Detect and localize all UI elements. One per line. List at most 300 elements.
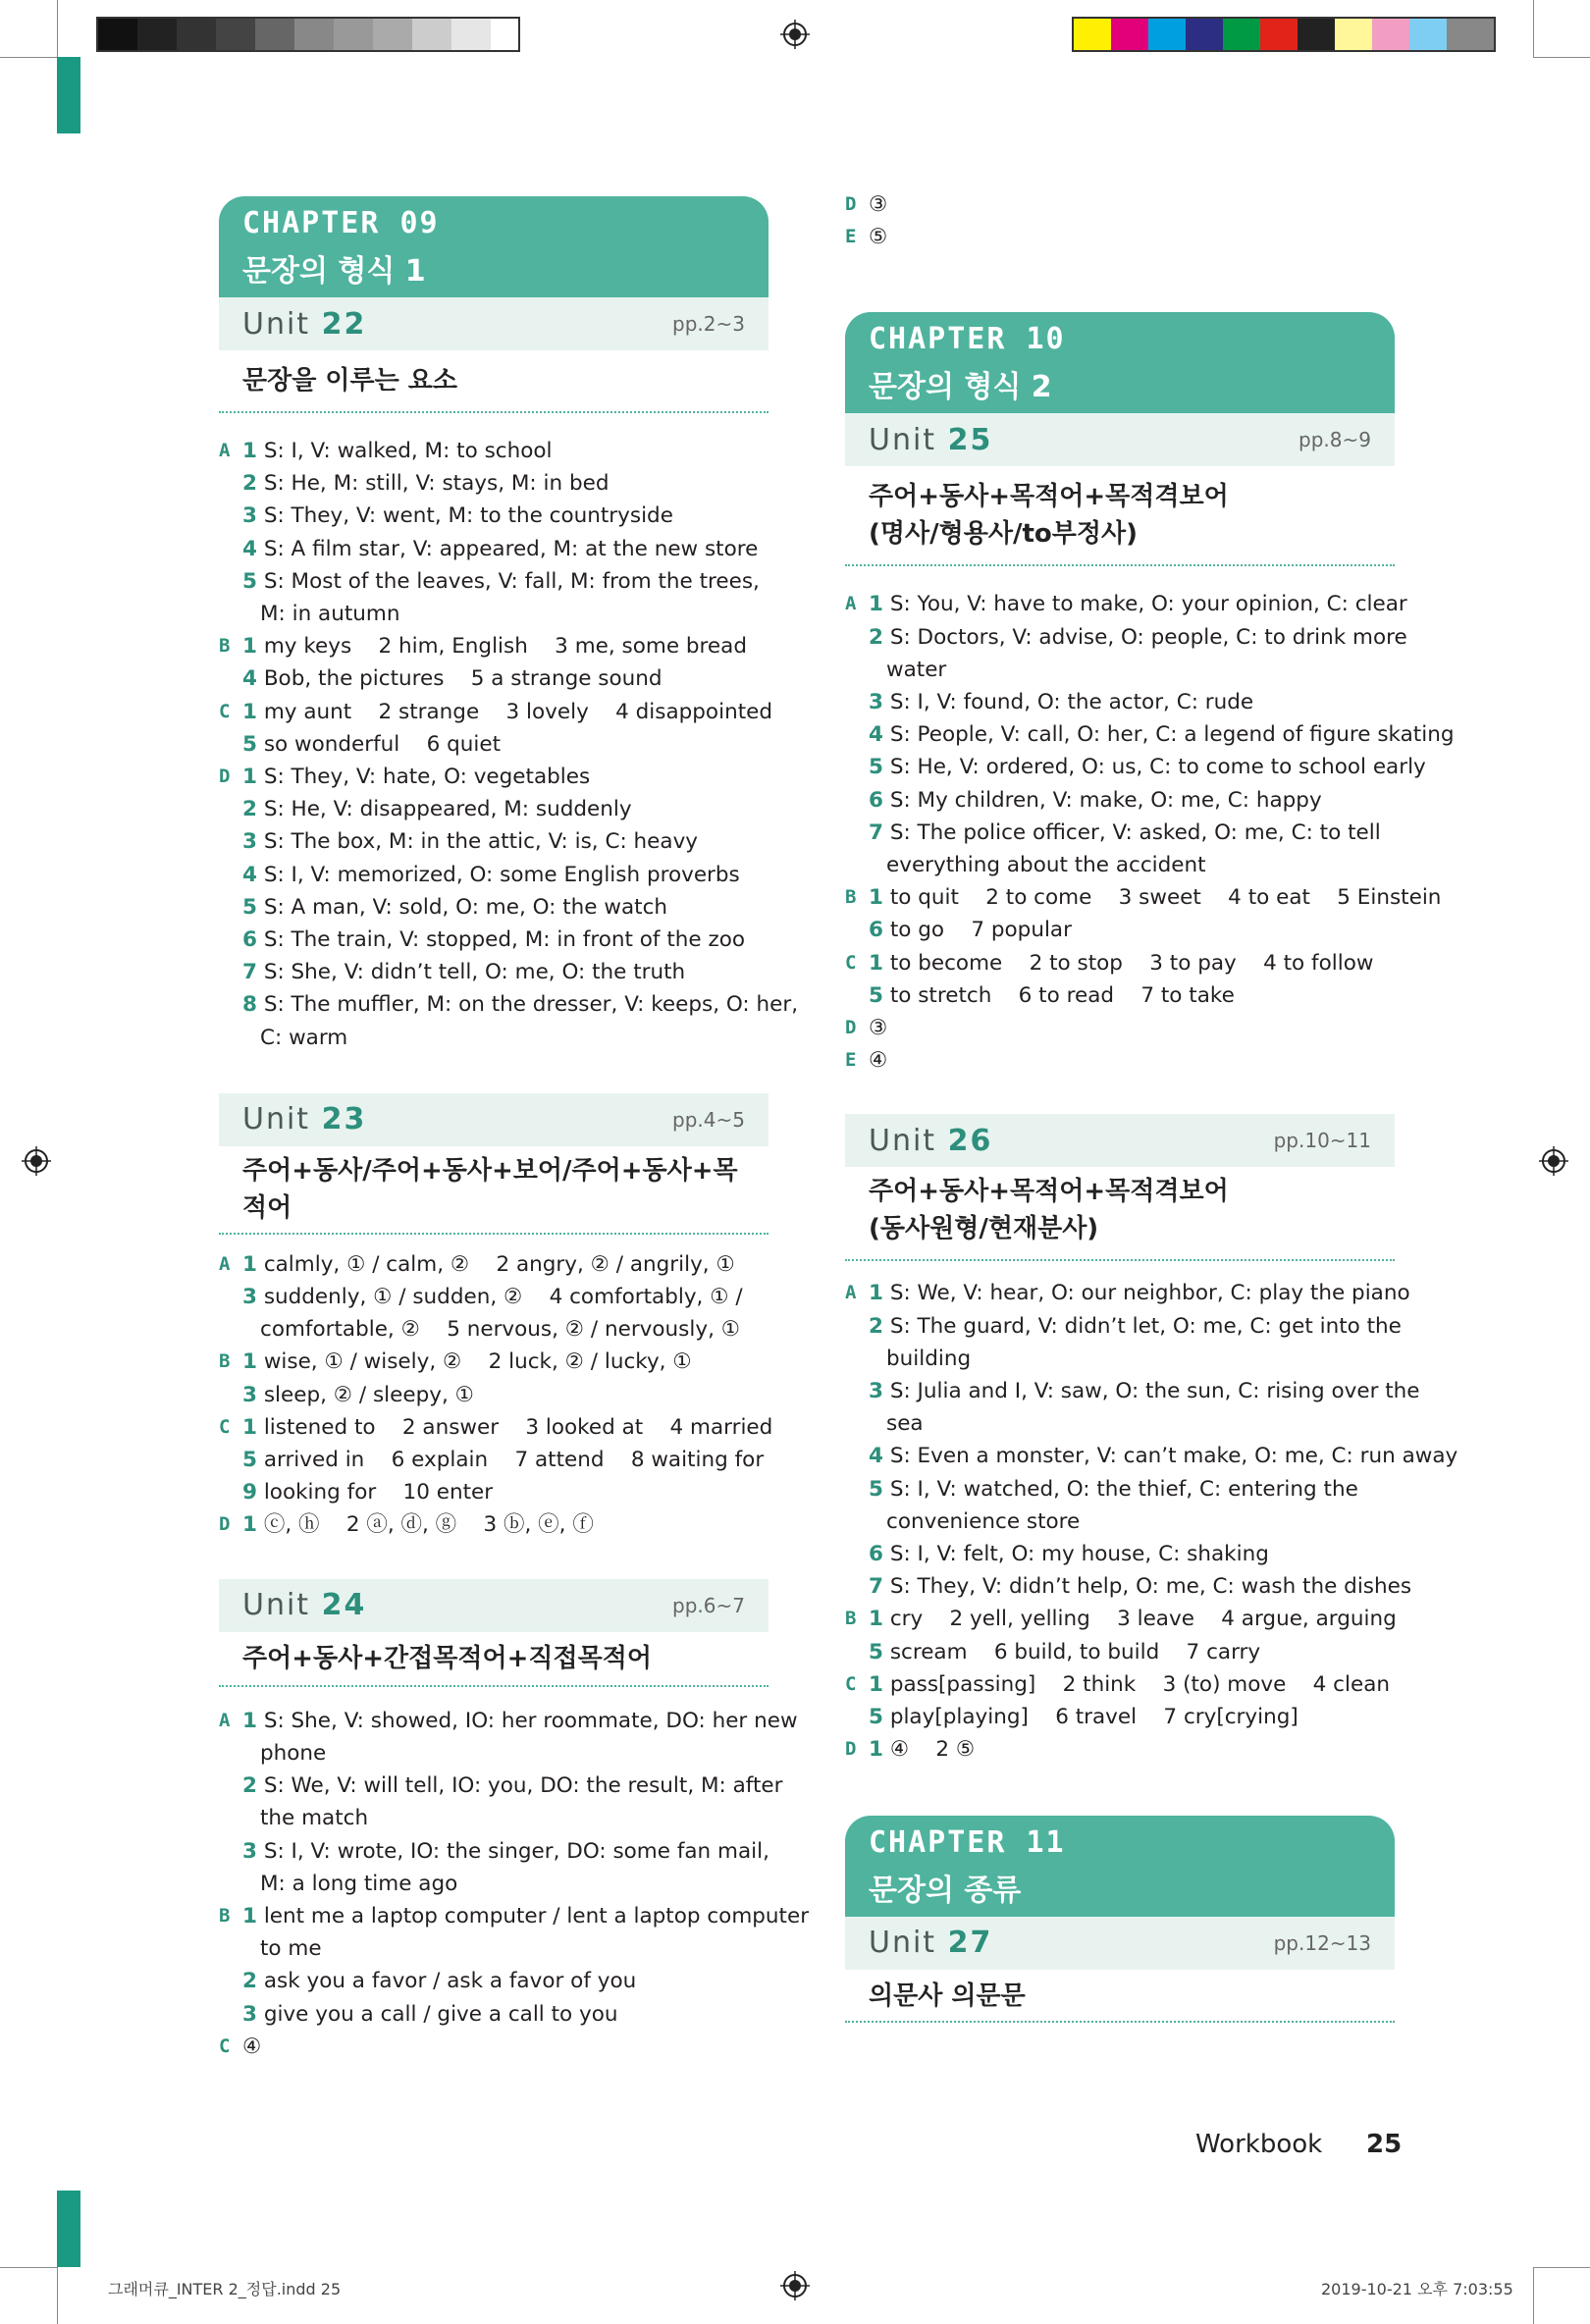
answer-body [219, 859, 768, 891]
answer-body [845, 1505, 1395, 1538]
answer-line [845, 881, 1442, 914]
answer-text: suddenly, ① / sudden, ② 4 comfortably, ① / [263, 1285, 743, 1310]
grayscale-bar [96, 17, 520, 52]
unit-label: Unit 23 [242, 1102, 367, 1137]
item-number: 6 [869, 918, 883, 943]
item-number: 7 [869, 819, 883, 845]
answer-text: water [886, 657, 947, 682]
answer-body [845, 221, 1395, 253]
answer-body [219, 1476, 768, 1508]
answer-body [219, 1802, 768, 1834]
answer-body [845, 751, 1426, 783]
item-number: 3 [242, 1382, 257, 1407]
item-number: 1 [242, 1414, 257, 1440]
right-column [845, 188, 1458, 2023]
answer-body [845, 1343, 1395, 1375]
answer-line [845, 221, 1395, 253]
answer-body [845, 1473, 1395, 1505]
answer-line [845, 751, 1426, 783]
answer-text: so wonderful 6 quiet [263, 731, 502, 757]
answer-text: S: She, V: didn’t tell, O: me, O: the truth [263, 960, 686, 985]
chapter-10-header [845, 312, 1395, 413]
answer-body [219, 891, 768, 924]
unit-pages: pp.8~9 [1298, 428, 1371, 452]
answer-line [845, 1668, 1395, 1701]
item-number: 1 [242, 1903, 257, 1928]
answer-line [845, 1636, 1395, 1668]
item-number: 5 [242, 731, 257, 757]
answer-body [219, 761, 768, 793]
answer-body [845, 1733, 1395, 1766]
answer-body [845, 686, 1395, 718]
section-letter: B [219, 1350, 231, 1373]
answer-body [845, 1701, 1395, 1733]
answer-text: S: We, V: hear, O: our neighbor, C: play the piano [889, 1281, 1410, 1306]
answer-body [219, 662, 768, 695]
answer-body [845, 979, 1395, 1012]
item-number: 4 [242, 666, 257, 692]
answer-text: pass[passing] 2 think 3 (to) move 4 clean [889, 1671, 1391, 1697]
answer-line [845, 1343, 1395, 1375]
answer-body [845, 1636, 1395, 1668]
unit-pages: pp.6~7 [672, 1593, 745, 1617]
unit-25-answers [845, 588, 1455, 1077]
side-tab-bottom [57, 2191, 80, 2267]
crop-mark [0, 57, 57, 58]
answer-line [845, 784, 1395, 817]
unit-22-bar [219, 297, 768, 350]
item-number: 4 [242, 536, 257, 561]
answer-body [219, 1346, 768, 1378]
answer-text: S: Julia and I, V: saw, O: the sun, C: rising over the [889, 1379, 1420, 1404]
answer-body [219, 1444, 768, 1476]
answer-body [219, 630, 768, 662]
answer-text: ③ [869, 192, 888, 217]
answer-line [219, 728, 768, 761]
item-number: 2 [242, 471, 257, 497]
section-letter: A [219, 440, 231, 461]
answer-line [219, 1769, 783, 1802]
crop-mark [1533, 0, 1534, 57]
item-number: 5 [869, 982, 883, 1008]
answer-body [219, 793, 768, 825]
unit-title: 주어+동사/주어+동사+보어/주어+동사+목적어 [219, 1146, 768, 1235]
item-number: 3 [242, 1838, 257, 1864]
answer-text: S: I, V: found, O: the actor, C: rude [889, 690, 1254, 715]
answer-text: arrived in 6 explain 7 attend 8 waiting for [263, 1448, 765, 1473]
item-number: 8 [242, 992, 257, 1018]
answer-text: ④ [869, 1048, 888, 1074]
answer-body [845, 1277, 1410, 1309]
answer-text: convenience store [886, 1508, 1081, 1534]
answer-body [219, 500, 768, 532]
item-number: 6 [869, 787, 883, 813]
answer-body [219, 1022, 768, 1054]
chapter-title: 문장의 형식 1 [242, 254, 426, 289]
answer-text: S: We, V: will tell, IO: you, DO: the result, M: after [263, 1773, 783, 1799]
answer-body [845, 588, 1407, 620]
section-letter: D [845, 193, 857, 215]
answer-line [845, 947, 1395, 979]
answer-text: building [886, 1346, 972, 1371]
answer-text: S: The train, V: stopped, M: in front of the zoo [263, 927, 746, 953]
answer-line [845, 914, 1395, 946]
answer-text: give you a call / give a call to you [263, 2001, 618, 2027]
item-number: 9 [242, 1480, 257, 1505]
item-number: 1 [242, 765, 257, 790]
answer-text: wise, ① / wisely, ② 2 luck, ② / lucky, ① [263, 1349, 692, 1375]
answer-text: ask you a favor / ask a favor of you [263, 1969, 637, 1994]
answer-text: S: A film star, V: appeared, M: at the new store [263, 536, 759, 561]
answer-text: to me [260, 1936, 322, 1962]
answer-line [219, 533, 768, 565]
answer-line [219, 662, 768, 695]
crop-mark [57, 0, 58, 57]
answer-line [219, 435, 768, 467]
unit-26-bar [845, 1114, 1395, 1167]
answer-line [845, 1440, 1458, 1472]
answer-text: S: Doctors, V: advise, O: people, C: to drink more [889, 624, 1407, 650]
item-number: 5 [242, 1448, 257, 1473]
answer-text: S: He, M: still, V: stays, M: in bed [263, 471, 610, 497]
answer-line [219, 1900, 810, 1932]
section-letter: B [219, 1904, 231, 1927]
unit-title [845, 466, 1395, 566]
answer-text: S: He, V: disappeared, M: suddenly [263, 797, 632, 822]
answer-line [219, 1281, 768, 1313]
item-number: 5 [869, 1705, 883, 1730]
answer-body [845, 1044, 1395, 1077]
unit-pages: pp.12~13 [1273, 1930, 1371, 1955]
section-letter: B [219, 635, 231, 658]
unit-title-line: 주어+동사+목적어+목적격보어 [869, 482, 1229, 512]
registration-mark-bottom-icon [780, 2271, 810, 2300]
side-tab-top [57, 57, 80, 133]
answer-text: ③ [869, 1016, 888, 1041]
answer-text: looking for 10 enter [263, 1480, 494, 1505]
answer-body [845, 1012, 1395, 1044]
answer-body [845, 1668, 1395, 1701]
answer-line [845, 1538, 1395, 1570]
answer-text: my keys 2 him, English 3 me, some bread [263, 634, 747, 660]
chapter-number: CHAPTER 10 [869, 322, 1066, 357]
answer-text: S: He, V: ordered, O: us, C: to come to school early [889, 755, 1426, 780]
answer-body [219, 1379, 768, 1411]
answer-line [845, 1407, 1395, 1440]
answer-line [219, 825, 768, 858]
chapter-title: 문장의 형식 2 [869, 370, 1052, 405]
answer-line [219, 1835, 768, 1868]
registration-mark-right-icon [1539, 1146, 1568, 1176]
section-letter: E [845, 226, 857, 248]
item-number: 2 [869, 624, 883, 650]
item-number: 1 [242, 634, 257, 660]
item-number: 5 [869, 755, 883, 780]
answer-line [845, 1570, 1412, 1603]
unit-26-answers [845, 1277, 1458, 1766]
unit-label: Unit 22 [242, 306, 367, 342]
answer-line [845, 979, 1395, 1012]
answer-body [219, 825, 768, 858]
item-number: 1 [869, 1671, 883, 1697]
section-letter: A [219, 1252, 231, 1275]
answer-text: S: Most of the leaves, V: fall, M: from the trees, [263, 568, 760, 594]
answer-line [219, 1998, 768, 2031]
answer-text: ④ 2 ⑤ [889, 1737, 976, 1763]
answer-body [845, 1310, 1402, 1343]
unit-23-answers [219, 1248, 773, 1542]
item-number: 7 [869, 1574, 883, 1600]
item-number: 5 [869, 1476, 883, 1502]
answer-line [845, 1375, 1420, 1407]
answer-line [219, 891, 768, 924]
answer-text: ⑤ [869, 225, 888, 250]
item-number: 1 [242, 699, 257, 724]
answer-body [219, 1248, 768, 1281]
item-number: 5 [869, 1639, 883, 1664]
item-number: 3 [242, 829, 257, 855]
answer-body [219, 956, 768, 988]
section-letter: E [845, 1049, 857, 1072]
answer-body [219, 1932, 768, 1965]
item-number: 1 [242, 1708, 257, 1733]
unit-title: 의문사 의문문 [845, 1970, 1395, 2023]
answer-line [219, 1444, 768, 1476]
crop-mark [1533, 2267, 1534, 2324]
page-number: 25 [1366, 2130, 1403, 2159]
crop-mark [1533, 2267, 1590, 2268]
answer-text: S: The box, M: in the attic, V: is, C: heavy [263, 829, 699, 855]
item-number: 2 [869, 1313, 883, 1339]
item-number: 6 [242, 927, 257, 953]
item-number: 1 [242, 1251, 257, 1277]
answer-text: play[playing] 6 travel 7 cry[crying] [889, 1705, 1298, 1730]
answer-text: C: warm [260, 1025, 348, 1050]
answer-line [219, 696, 772, 728]
answer-body [219, 1965, 768, 1997]
item-number: 1 [869, 1737, 883, 1763]
answer-body [219, 1737, 768, 1769]
answer-text: S: A man, V: sold, O: me, O: the watch [263, 894, 668, 920]
answer-text: S: I, V: memorized, O: some English proverbs [263, 862, 740, 887]
answer-line [845, 849, 1395, 881]
unit-title-line: (명사/형용사/to부정사) [869, 519, 1138, 550]
answer-body [845, 784, 1395, 817]
answer-text: to quit 2 to come 3 sweet 4 to eat 5 Einstein [889, 885, 1442, 911]
unit-22-answers [219, 435, 799, 1054]
registration-mark-top-icon [780, 20, 810, 49]
answer-line [845, 817, 1395, 849]
answer-body [219, 2031, 768, 2063]
answer-text: M: in autumn [260, 602, 400, 627]
chapter-11-header [845, 1816, 1395, 1917]
answer-line [845, 686, 1395, 718]
answer-text: comfortable, ② 5 nervous, ② / nervously, ① [260, 1317, 741, 1343]
chapter-number: CHAPTER 11 [869, 1824, 1066, 1860]
answer-line [845, 1505, 1395, 1538]
answer-body [219, 924, 768, 956]
answer-body [845, 1407, 1395, 1440]
answer-line [845, 1733, 1395, 1766]
answer-line [219, 1965, 768, 1997]
item-number: 4 [869, 1444, 883, 1469]
answer-text: to become 2 to stop 3 to pay 4 to follow [889, 950, 1374, 976]
answer-line [219, 924, 768, 956]
unit-25-bar [845, 413, 1395, 466]
answer-text: S: The police officer, V: asked, O: me, C: to tell [889, 819, 1381, 845]
answer-line [219, 1932, 768, 1965]
unit-label: Unit 27 [869, 1926, 993, 1960]
section-letter: B [845, 886, 857, 909]
answer-body [845, 654, 1395, 686]
item-number: 4 [869, 722, 883, 748]
answer-line [219, 467, 768, 500]
answer-text: S: The muffler, M: on the dresser, V: keeps, O: her, [263, 992, 799, 1018]
answer-body [219, 467, 768, 500]
section-letter: A [845, 593, 857, 615]
answer-body [219, 533, 768, 565]
item-number: 1 [242, 1349, 257, 1375]
chapter-number: CHAPTER 09 [242, 206, 440, 240]
answer-line [845, 718, 1455, 751]
answer-line [845, 1277, 1410, 1309]
item-number: 3 [869, 1379, 883, 1404]
item-number: 4 [242, 862, 257, 887]
answer-text: M: a long time ago [260, 1871, 458, 1896]
item-number: 1 [869, 1607, 883, 1632]
section-letter: D [219, 766, 231, 788]
answer-text: lent me a laptop computer / lent a laptop computer [263, 1903, 810, 1928]
item-number: 3 [242, 1285, 257, 1310]
answer-text: S: They, V: went, M: to the countryside [263, 503, 673, 529]
answer-body [845, 881, 1442, 914]
answer-text: sea [886, 1411, 924, 1437]
answer-line [219, 500, 768, 532]
answer-text: sleep, ② / sleepy, ① [263, 1382, 474, 1407]
chapter-title: 문장의 종류 [869, 1873, 1022, 1908]
section-letter: D [219, 1513, 231, 1536]
item-number: 5 [242, 568, 257, 594]
answer-line [845, 588, 1407, 620]
answer-line [219, 1508, 768, 1541]
answer-text: S: The guard, V: didn’t let, O: me, C: get into the [889, 1313, 1402, 1339]
item-number: 1 [869, 1281, 883, 1306]
section-letter: C [845, 1672, 857, 1695]
answer-body [845, 1375, 1420, 1407]
item-number: 3 [869, 690, 883, 715]
item-number: 3 [242, 503, 257, 529]
answer-body [219, 1900, 810, 1932]
answer-text: everything about the accident [886, 853, 1206, 878]
answer-line [219, 630, 768, 662]
answer-body [219, 1313, 768, 1346]
answer-text: to stretch 6 to read 7 to take [889, 982, 1235, 1008]
answer-line [845, 621, 1407, 654]
slug-timestamp: 2019-10-21 오후 7:03:55 [1321, 2280, 1513, 2298]
answer-line [219, 1346, 768, 1378]
answer-line [219, 565, 768, 598]
answer-body [845, 1570, 1412, 1603]
unit-23-bar [219, 1093, 768, 1146]
unit-title-line: (동사원형/현재분사) [869, 1214, 1099, 1244]
answer-text: S: They, V: didn’t help, O: me, C: wash the dishes [889, 1574, 1412, 1600]
unit-24-answers [219, 1705, 810, 2063]
answer-body [845, 947, 1395, 979]
answer-body [219, 598, 768, 630]
unit-label: Unit 25 [869, 422, 993, 457]
answer-text: ⓒ, ⓗ 2 ⓐ, ⓓ, ⓖ 3 ⓑ, ⓔ, ⓕ [263, 1512, 594, 1538]
unit-pages: pp.2~3 [672, 312, 745, 336]
answer-text: S: My children, V: make, O: me, C: happy [889, 787, 1322, 813]
answer-body [219, 1835, 768, 1868]
section-letter: C [219, 2034, 231, 2057]
answer-body [845, 914, 1395, 946]
answer-line [845, 1310, 1402, 1343]
unit-label: Unit 26 [869, 1123, 993, 1158]
section-letter: D [845, 1738, 857, 1761]
section-letter: C [219, 1415, 231, 1438]
answer-text: to go 7 popular [889, 918, 1072, 943]
item-number: 1 [869, 592, 883, 617]
answer-body [219, 696, 772, 728]
crop-mark [0, 2267, 57, 2268]
answer-body [845, 1538, 1395, 1570]
answer-text: S: She, V: showed, IO: her roommate, DO: her new [263, 1708, 798, 1733]
answer-line [219, 1379, 768, 1411]
answer-body [219, 565, 768, 598]
answer-line [219, 988, 799, 1021]
answer-line [845, 1603, 1395, 1635]
slug-file-name: 그래머큐_INTER 2_정답.indd 25 [108, 2280, 342, 2298]
answer-body [219, 1769, 783, 1802]
answer-line [219, 1802, 768, 1834]
unit-title [845, 1167, 1395, 1261]
answer-text: S: I, V: felt, O: my house, C: shaking [889, 1542, 1269, 1567]
left-column [219, 196, 810, 2063]
answer-text: phone [260, 1740, 327, 1766]
answer-line [219, 761, 768, 793]
answer-text: S: People, V: call, O: her, C: a legend of figure skating [889, 722, 1455, 748]
answer-text: the match [260, 1806, 369, 1831]
item-number: 5 [242, 894, 257, 920]
answer-body [845, 188, 1395, 221]
unit-title: 문장을 이루는 요소 [219, 350, 768, 413]
registration-mark-left-icon [22, 1146, 51, 1176]
answer-body [845, 817, 1395, 849]
color-bar [1072, 17, 1496, 52]
answer-line [219, 1248, 768, 1281]
unit-label: Unit 24 [242, 1588, 367, 1623]
unit-27-bar [845, 1917, 1395, 1970]
answer-text: ④ [242, 2034, 262, 2059]
answer-text: calmly, ① / calm, ② 2 angry, ② / angrily, ① [263, 1251, 735, 1277]
answer-line [845, 1044, 1395, 1077]
answer-body [219, 435, 768, 467]
answer-body [219, 1868, 768, 1900]
answer-body [845, 718, 1455, 751]
answer-body [219, 1281, 768, 1313]
answer-line [219, 1476, 768, 1508]
item-number: 2 [242, 1773, 257, 1799]
answer-line [219, 598, 768, 630]
answer-text: S: They, V: hate, O: vegetables [263, 765, 591, 790]
item-number: 6 [869, 1542, 883, 1567]
item-number: 1 [869, 885, 883, 911]
answer-body [845, 1440, 1458, 1472]
answer-text: cry 2 yell, yelling 3 leave 4 argue, arguing [889, 1607, 1397, 1632]
section-letter: B [845, 1608, 857, 1630]
unit-title: 주어+동사+간접목적어+직접목적어 [219, 1632, 768, 1687]
